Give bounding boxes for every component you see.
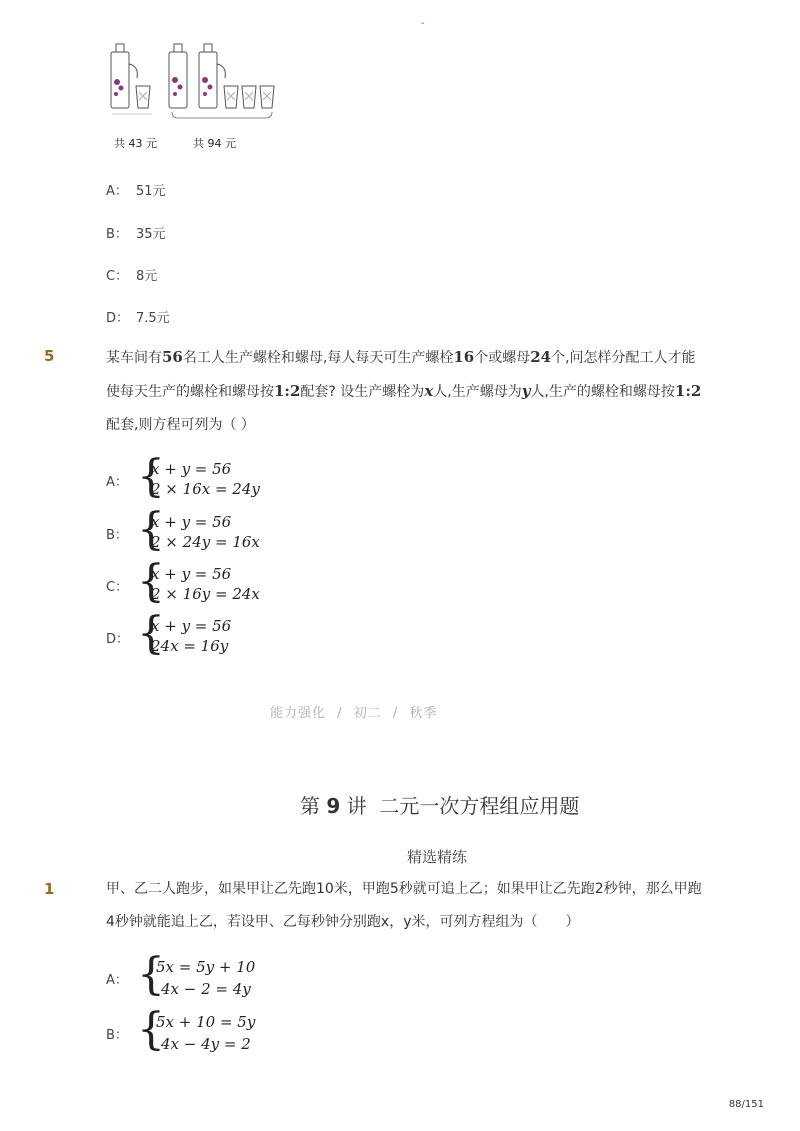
brace: {	[137, 451, 165, 502]
thermos-icon	[169, 44, 187, 108]
option-value: 7.5元	[136, 311, 170, 326]
equation: 5x = 5y + 10	[156, 958, 256, 976]
option-value: 35元	[136, 227, 166, 242]
breadcrumb-separator: /	[392, 706, 399, 721]
figure-caption-left: 共 43 元	[114, 137, 157, 150]
option-label: D：	[106, 632, 130, 647]
option-c[interactable]	[106, 265, 157, 284]
question-number: 1	[44, 880, 55, 898]
breadcrumb	[270, 702, 437, 721]
option-label: A：	[106, 184, 128, 199]
equation: 24x = 16y	[151, 637, 229, 655]
question-text: 某车间有56名工人生产螺栓和螺母,每人每天可生产螺栓16个或螺母24个,问怎样分配工人才能使每天生产的螺栓和螺母按1:2配套? 设生产螺栓为x人,生产螺母为y人,生产的螺栓和螺母按1:2配套,则方程可列为（ ）	[106, 348, 702, 433]
breadcrumb-item: 初二	[353, 706, 382, 721]
option-label: B：	[106, 1028, 128, 1043]
equation: 5x + 10 = 5y	[156, 1013, 256, 1031]
option-a[interactable]	[106, 180, 166, 199]
figure-caption-right: 共 94 元	[193, 137, 236, 150]
equation: x + y = 56	[151, 565, 232, 583]
equation: 2 × 16y = 24x	[151, 585, 260, 603]
equation: 2 × 16x = 24y	[151, 480, 260, 498]
brace: {	[137, 608, 165, 659]
option-label: C：	[106, 269, 129, 284]
cup-icon	[224, 86, 238, 108]
equation: x + y = 56	[151, 513, 232, 531]
brace: {	[137, 949, 165, 1000]
equation: x + y = 56	[151, 617, 232, 635]
equation: 4x − 4y = 2	[161, 1035, 251, 1053]
equation: 2 × 24y = 16x	[151, 533, 260, 551]
section-subtitle: 精选精练	[407, 848, 468, 866]
question-text: 甲、乙二人跑步，如果甲让乙先跑10米，甲跑5秒就可追上乙；如果甲让乙先跑2秒钟，那么甲跑4秒钟就能追上乙，若设甲、乙每秒钟分别跑x，y米，可列方程组为（ ）	[106, 881, 702, 930]
thermos-icon	[199, 44, 225, 108]
page-number: 88/151	[728, 1099, 764, 1110]
option-label: C：	[106, 580, 129, 595]
cup-icon	[136, 86, 150, 108]
option-label: B：	[106, 227, 128, 242]
breadcrumb-item: 能力强化	[270, 706, 327, 721]
question-number: 5	[44, 347, 55, 365]
cup-icon	[242, 86, 256, 108]
brace: {	[137, 504, 165, 555]
thermos-cups-illustration	[106, 42, 286, 122]
thermos-icon	[111, 44, 137, 108]
option-label: B：	[106, 528, 128, 543]
brace: {	[137, 556, 165, 607]
option-b[interactable]	[106, 223, 166, 242]
equation: 4x − 2 = 4y	[161, 980, 251, 998]
option-value: 8元	[136, 269, 158, 284]
equation: x + y = 56	[151, 460, 232, 478]
option-label: D：	[106, 311, 130, 326]
cup-icon	[260, 86, 274, 108]
breadcrumb-separator: /	[337, 706, 343, 721]
option-d[interactable]	[106, 307, 170, 326]
breadcrumb-item: 秋季	[409, 706, 438, 721]
brace: {	[137, 1004, 165, 1055]
option-label: A：	[106, 475, 128, 490]
option-label: A：	[106, 973, 128, 988]
bracket-line	[172, 112, 272, 118]
top-mark: -	[421, 18, 425, 29]
option-value: 51元	[136, 184, 166, 199]
lesson-title: 第 9 讲 二元一次方程组应用题	[300, 794, 580, 818]
